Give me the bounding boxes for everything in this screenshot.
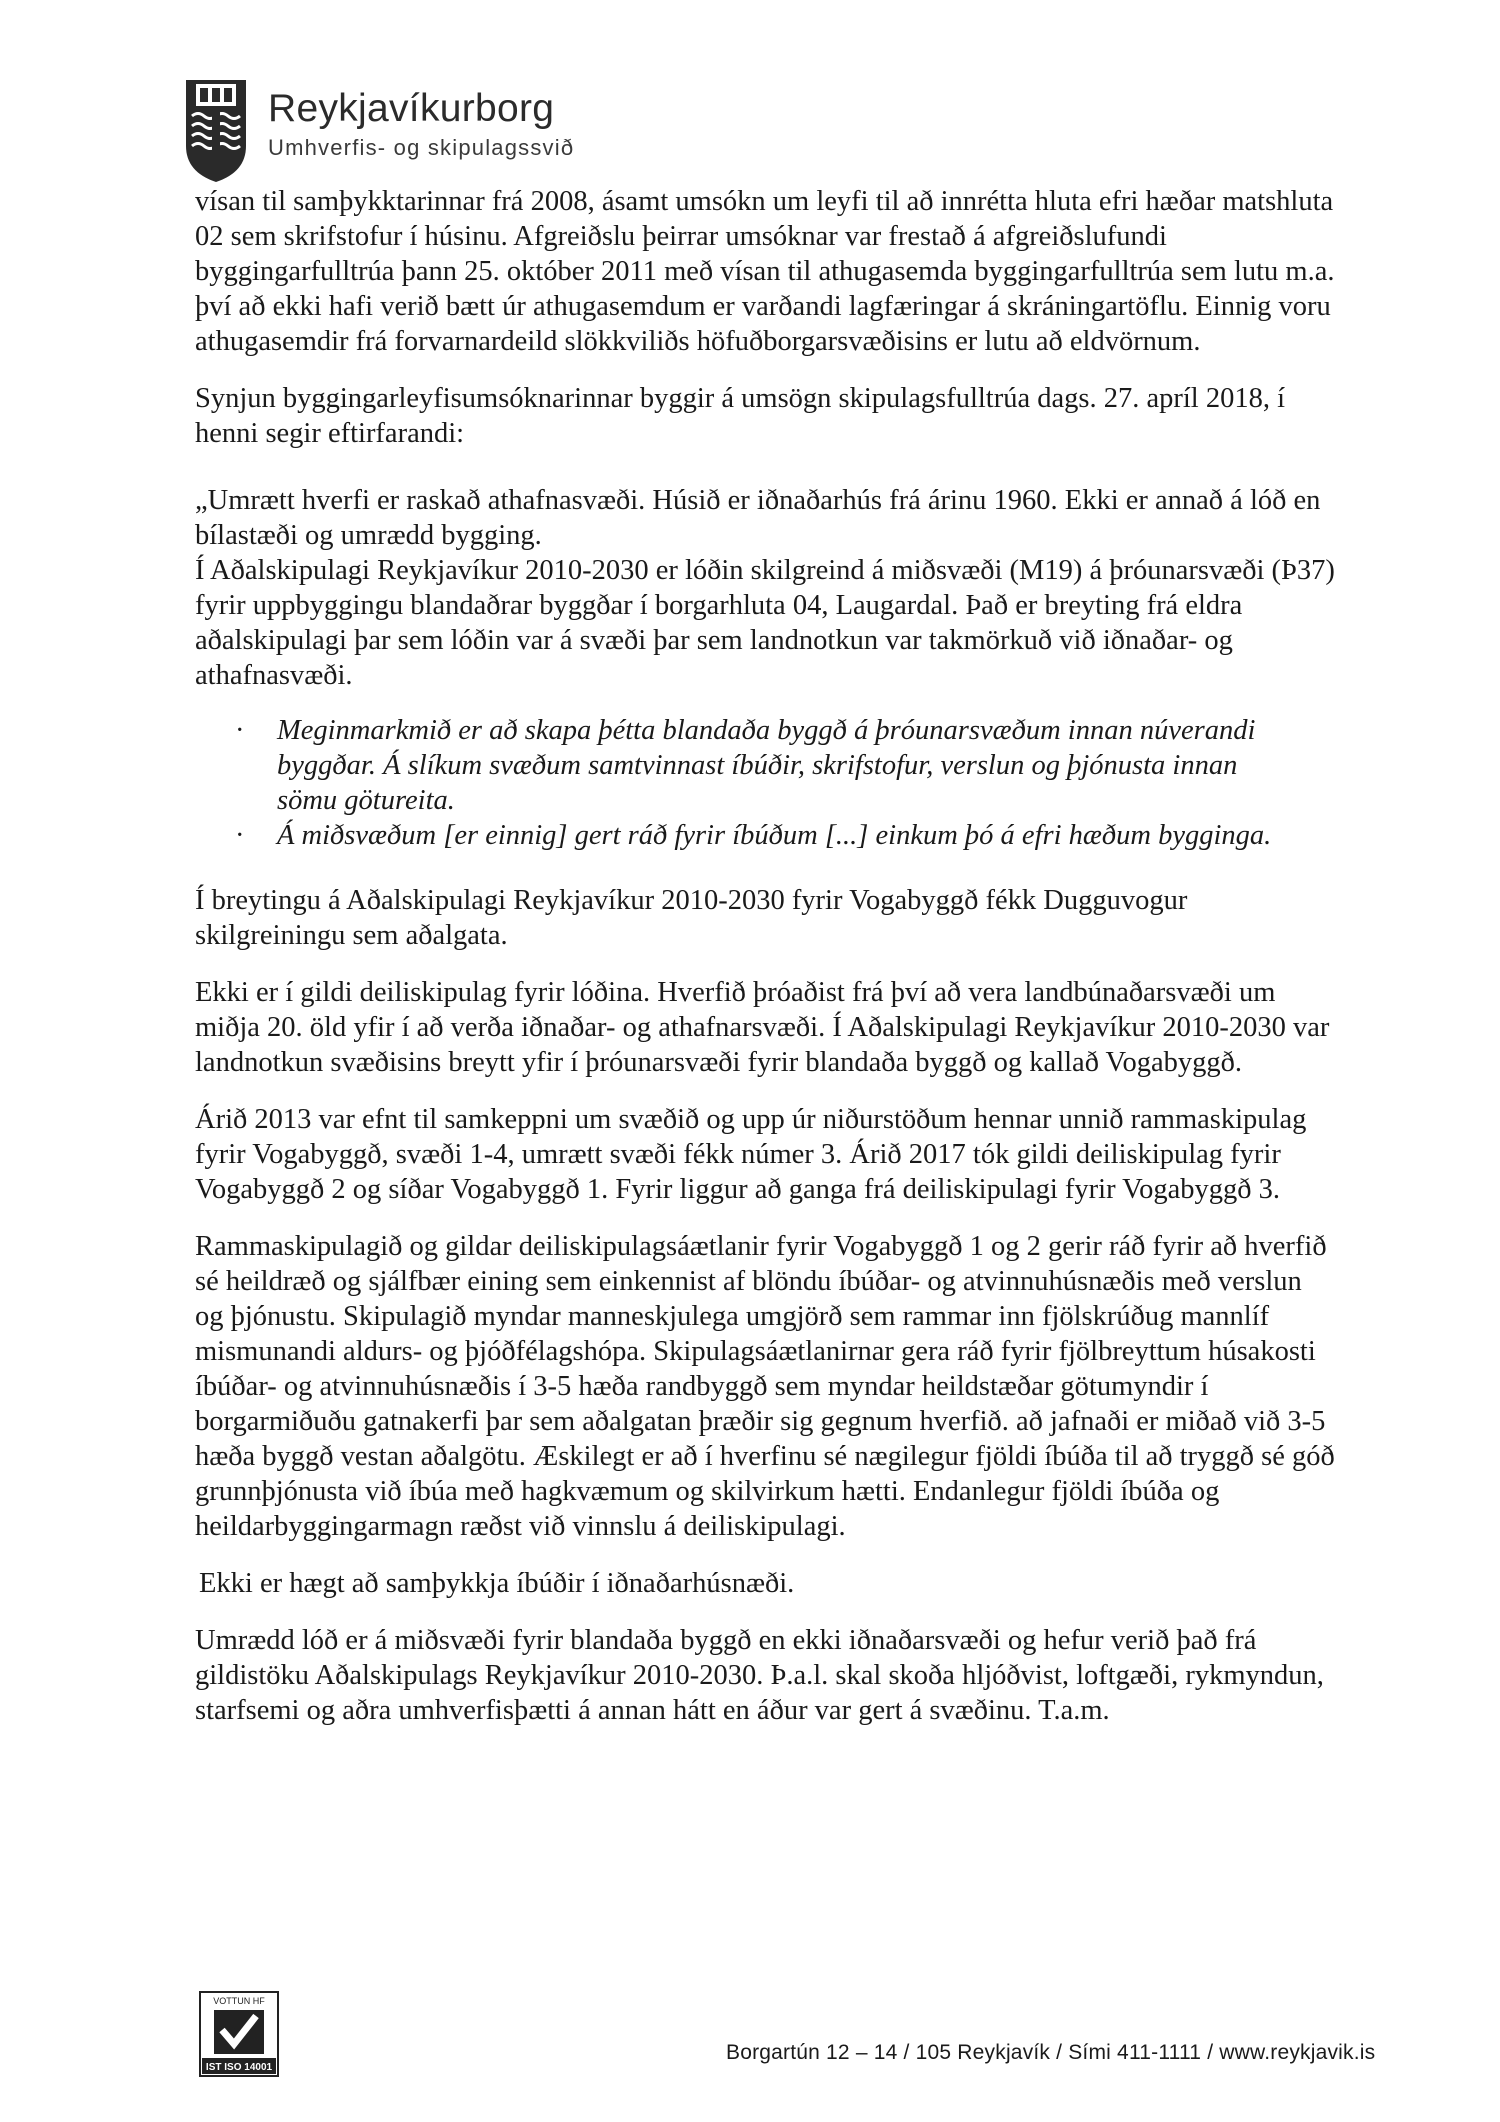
paragraph: Í breytingu á Aðalskipulagi Reykjavíkur 2010-2030 fyrir Vogabyggð fékk Dugguvogur skilgreiningu sem aðalgata.: [195, 885, 1188, 951]
paragraph: Árið 2013 var efnt til samkeppni um svæðið og upp úr niðurstöðum hennar unnið rammaskipulag fyrir Vogabyggð, svæði 1-4, umrætt svæði fékk númer 3. Árið 2017 tók gildi deiliskipulag fyrir Vogabyggð 2 og síðar Vogabyggð 1. Fyrir liggur að ganga frá deiliskipulagi fyrir Vogabyggð 3.: [195, 1104, 1307, 1205]
quote-paragraph: „Umrætt hverfi er raskað athafnasvæði. Húsið er iðnaðarhús frá árinu 1960. Ekki er annað á lóð en bílastæði og umrædd bygging.: [195, 485, 1321, 551]
department-name: Umhverfis- og skipulagssvið: [268, 134, 575, 160]
footer-address: Borgartún 12 – 14 / 105 Reykjavík / Sími 411-1111 / www.reykjavik.is: [726, 2041, 1376, 2064]
cert-bottom-text: IST ISO 14001: [205, 2062, 273, 2073]
iso-certification-logo-icon: [198, 1990, 280, 2078]
bullet-text: Á miðsvæðum [er einnig] gert ráð fyrir íbúðum [...] einkum þó á efri hæðum bygginga.: [277, 820, 1272, 851]
paragraph: Rammaskipulagið og gildar deiliskipulagsáætlanir fyrir Vogabyggð 1 og 2 gerir ráð fyrir að hverfið sé heildræð og sjálfbær eining sem einkennist af blöndu íbúðar- og atvinnuhúsnæðis með verslun og þjónustu. Skipulagið myndar manneskjulega umgjörð sem rammar inn fjölskrúðug mannlíf mismunandi aldurs- og þjóðfélagshópa. Skipulagsáætlanirnar gera ráð fyrir fjölbreyttum húsakosti íbúðar- og atvinnuhúsnæðis í 3-5 hæða randbyggð sem myndar heildstæðar götumyndir í borgarmiðuðu gatnakerfi þar sem aðalgatan þræðir sig gegnum hverfið. að jafnaði er miðað við 3-5 hæða byggð vestan aðalgötu. Æskilegt er að í hverfinu sé nægilegur fjöldi íbúða til að tryggð sé góð grunnþjónusta við íbúa með hagkvæmum og skilvirkum hætti. Endanlegur fjöldi íbúða og heildarbyggingarmagn ræðst við vinnslu á deiliskipulagi.: [195, 1231, 1335, 1542]
list-item: [235, 818, 1277, 853]
reykjavik-crest-icon: [182, 76, 250, 184]
letter-body: [195, 184, 1335, 1750]
bullet-marker: ·: [235, 715, 245, 746]
letterhead: [182, 76, 574, 184]
paragraph: Synjun byggingarleyfisumsóknarinnar byggir á umsögn skipulagsfulltrúa dags. 27. apríl 2018, í henni segir eftirfarandi:: [195, 383, 1285, 449]
bullet-text: Meginmarkmið er að skapa þétta blandaða byggð á þróunarsvæðum innan núverandi byggðar. Á slíkum svæðum samtvinnast íbúðir, skrifstofur, verslun og þjónusta innan sömu götureita.: [277, 715, 1256, 816]
paragraph: Umrædd lóð er á miðsvæði fyrir blandaða byggð en ekki iðnaðarsvæði og hefur verið það frá gildistöku Aðalskipulags Reykjavíkur 2010-2030. Þ.a.l. skal skoða hljóðvist, loftgæði, rykmyndun, starfsemi og aðra umhverfisþætti á annan hátt en áður var gert á svæðinu. T.a.m.: [195, 1625, 1324, 1726]
paragraph: vísan til samþykktarinnar frá 2008, ásamt umsókn um leyfi til að innrétta hluta efri hæðar matshluta 02 sem skrifstofur í húsinu. Afgreiðslu þeirrar umsóknar var frestað á afgreiðslufundi byggingarfulltrúa þann 25. október 2011 með vísan til athugasemda byggingarfulltrúa sem lutu m.a. því að ekki hafi verið bætt úr athugasemdum er varðandi lagfæringar á skráningartöflu. Einnig voru athugasemdir frá forvarnardeild slökkviliðs höfuðborgarsvæðisins er lutu að eldvörnum.: [195, 186, 1335, 357]
org-name: Reykjavíkurborg: [268, 87, 555, 130]
quote-bullet-list: [195, 713, 1335, 853]
bullet-marker: ·: [235, 820, 245, 851]
list-item: [235, 713, 1277, 818]
paragraph: Ekki er hægt að samþykkja íbúðir í iðnaðarhúsnæði.: [199, 1568, 795, 1599]
paragraph: Ekki er í gildi deiliskipulag fyrir lóðina. Hverfið þróaðist frá því að vera landbúnaðarsvæði um miðja 20. öld yfir í að verða iðnaðar- og athafnarsvæði. Í Aðalskipulagi Reykjavíkur 2010-2030 var landnotkun svæðisins breytt yfir í þróunarsvæði fyrir blandaða byggð og kallað Vogabyggð.: [195, 977, 1330, 1078]
quote-paragraph: Í Aðalskipulagi Reykjavíkur 2010-2030 er lóðin skilgreind á miðsvæði (M19) á þróunarsvæði (Þ37) fyrir uppbyggingu blandaðrar byggðar í borgarhluta 04, Laugardal. Það er breyting frá eldra aðalskipulagi þar sem lóðin var á svæði þar sem landnotkun var takmörkuð við iðnaðar- og athafnasvæði.: [195, 555, 1335, 691]
cert-top-text: VOTTUN HF: [213, 1996, 265, 2006]
